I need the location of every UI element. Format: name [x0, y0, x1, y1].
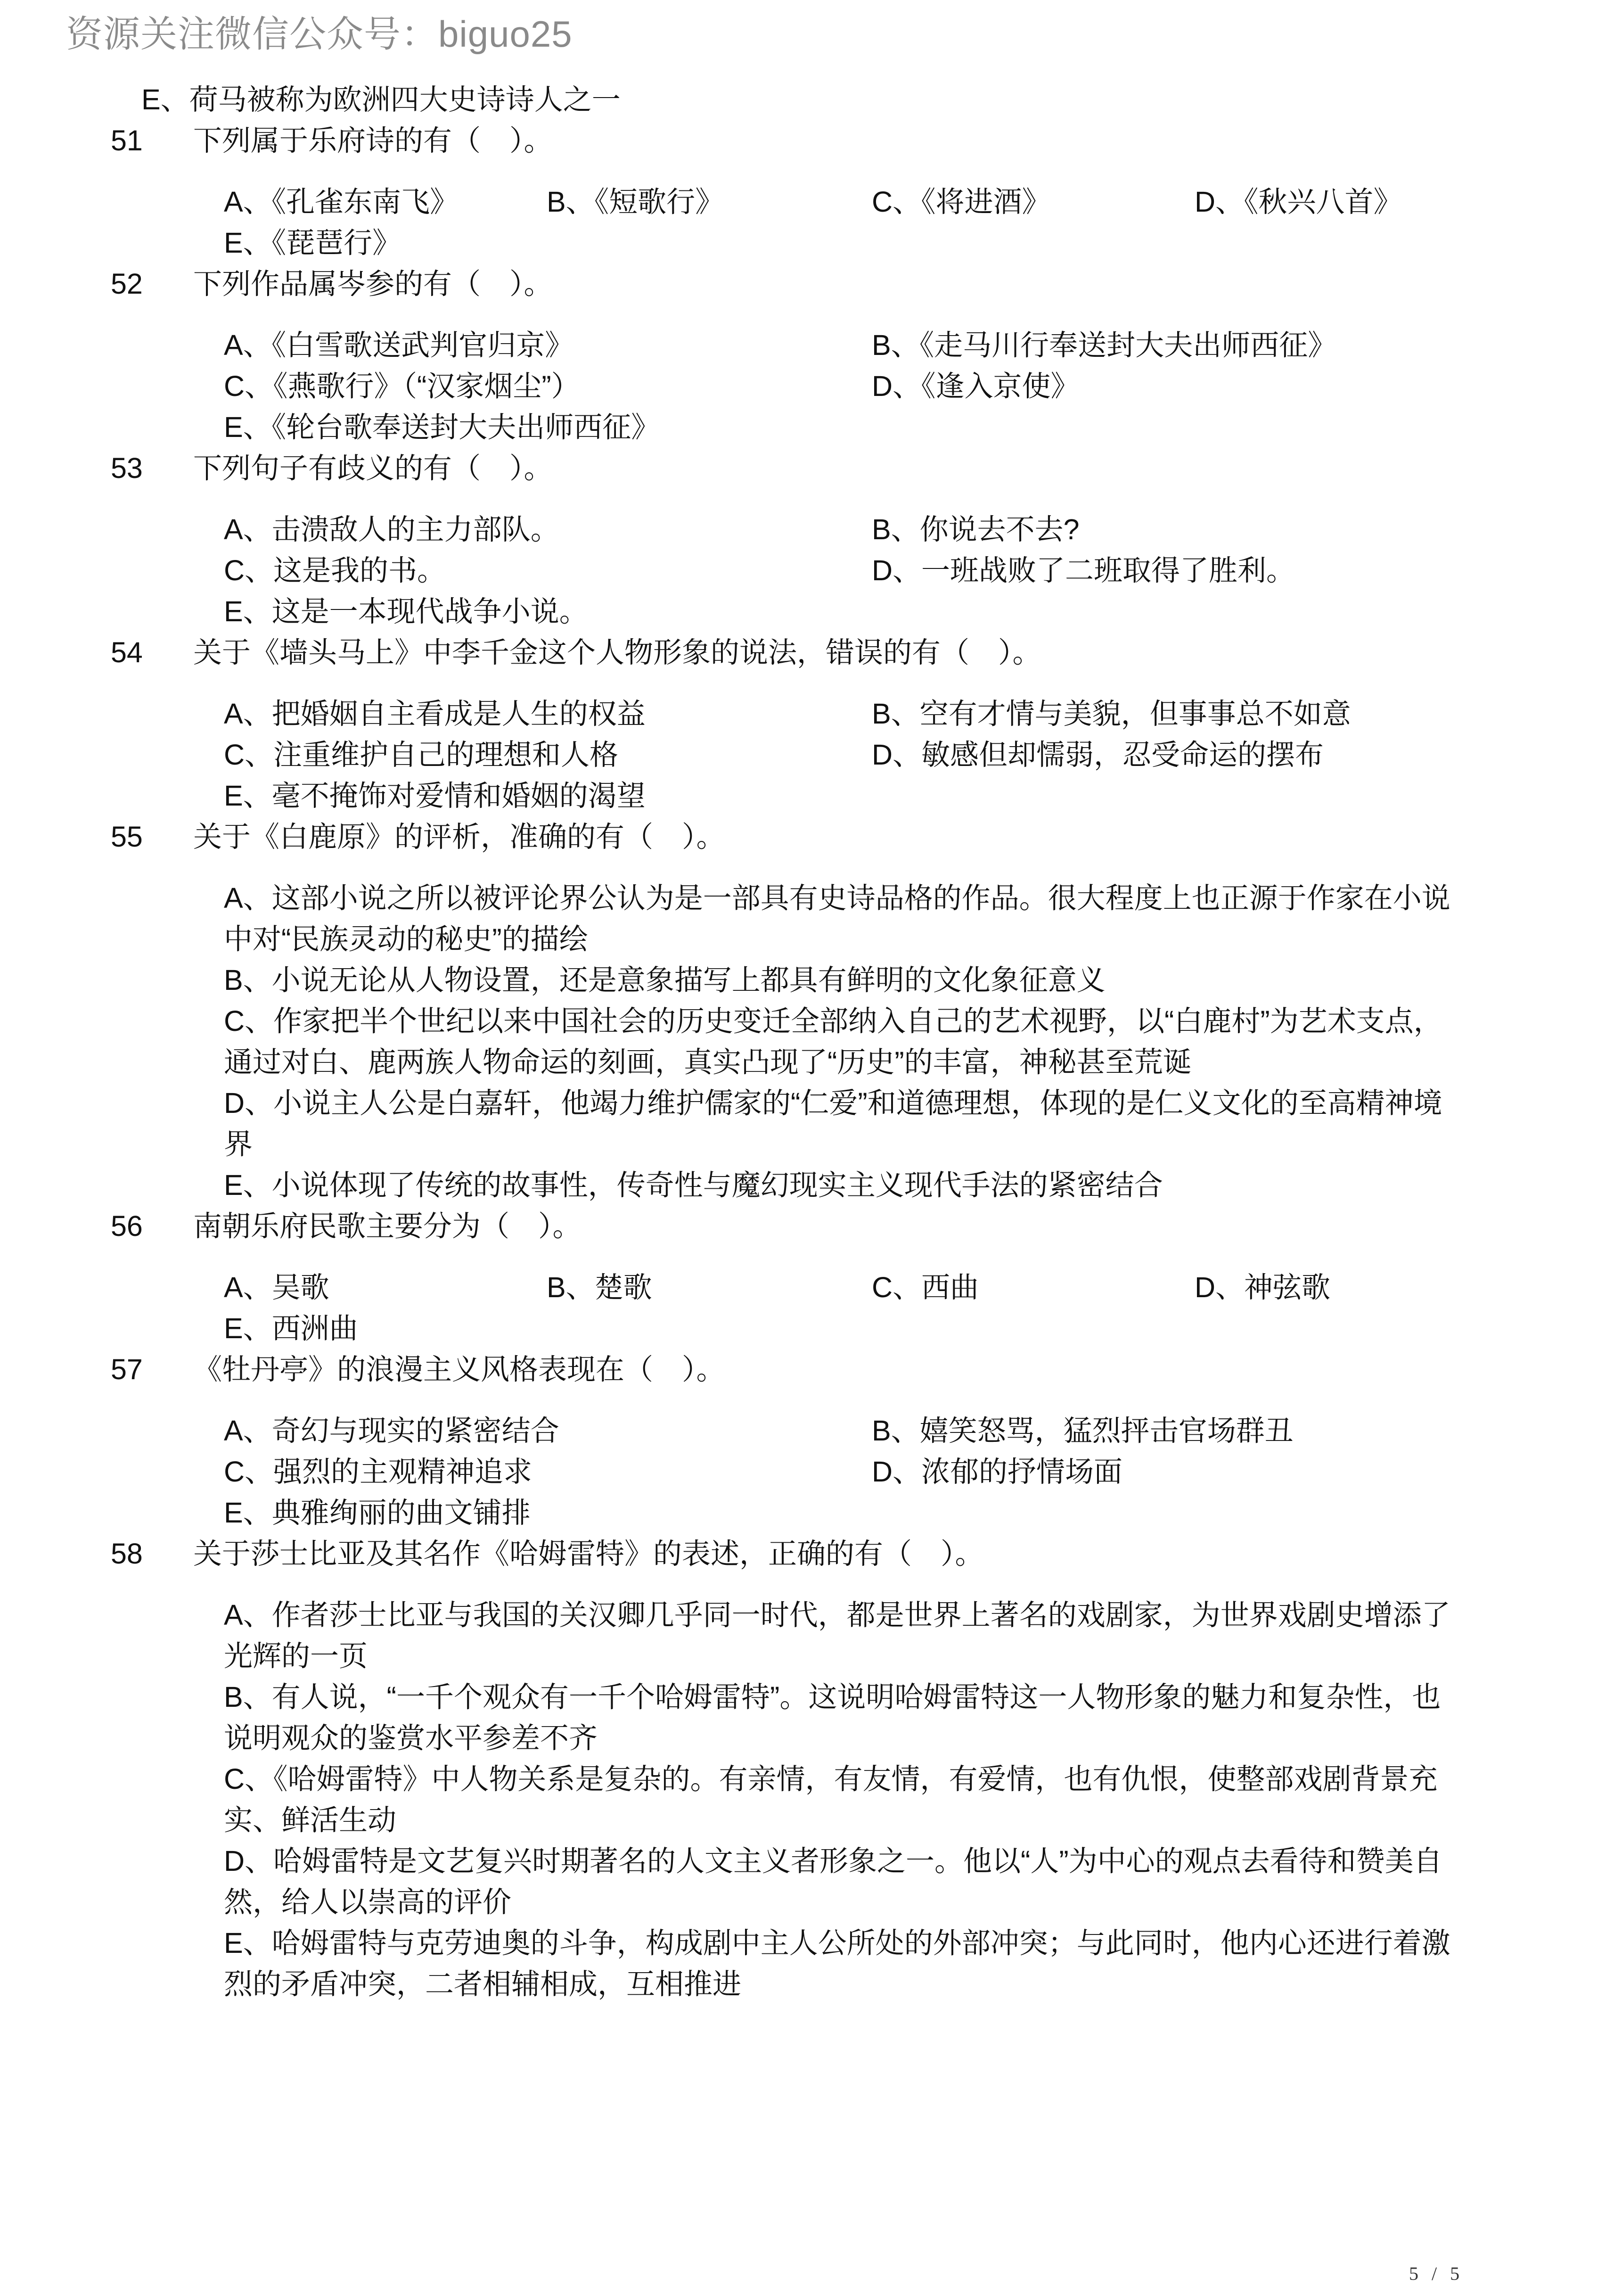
question-header [0, 816, 1622, 857]
question-55 [0, 816, 1622, 1206]
option-a[interactable]: A、作者莎士比亚与我国的关汉卿几乎同一时代，都是世界上著名的戏剧家，为世界戏剧史增添了光辉的一页 [224, 1599, 1450, 1672]
option-e[interactable]: E、这是一本现代战争小说。 [224, 595, 588, 627]
option-row [0, 1267, 1622, 1308]
option-e[interactable]: E、西洲曲 [224, 1312, 358, 1344]
option-c[interactable]: C、注重维护自己的理想和人格 [224, 739, 619, 771]
option-a[interactable]: A、把婚姻自主看成是人生的权益 [224, 698, 646, 730]
option-row [0, 591, 1622, 632]
question-52 [0, 263, 1622, 448]
question-text: 关于《墙头马上》中李千金这个人物形象的说法，错误的有（ ）。 [193, 636, 1041, 668]
option-b[interactable]: B、你说去不去? [872, 513, 1080, 545]
question-header [0, 1533, 1622, 1574]
option-row [0, 222, 1622, 263]
question-header [0, 263, 1622, 304]
option-row [0, 181, 1622, 222]
question-text: 关于《白鹿原》的评析，准确的有（ ）。 [193, 821, 725, 853]
option-d[interactable]: D、神弦歌 [1195, 1271, 1331, 1303]
option-d[interactable]: D、一班战败了二班取得了胜利。 [872, 554, 1295, 586]
option-d[interactable]: D、小说主人公是白嘉轩，他竭力维护儒家的“仁爱”和道德理想，体现的是仁义文化的至高精神境界 [224, 1087, 1442, 1160]
option-c[interactable]: C、这是我的书。 [224, 554, 446, 586]
option-c[interactable]: C、西曲 [872, 1271, 979, 1303]
option-d[interactable]: D、哈姆雷特是文艺复兴时期著名的人文主义者形象之一。他以“人”为中心的观点去看待和赞美自然，给人以崇高的评价 [224, 1845, 1442, 1918]
question-text: 下列作品属岑参的有（ ）。 [193, 268, 553, 300]
option-c[interactable]: C、强烈的主观精神追求 [224, 1456, 532, 1488]
question-text: 南朝乐府民歌主要分为（ ）。 [193, 1210, 582, 1242]
question-number: 52 [111, 268, 143, 300]
option-b[interactable]: B、《短歌行》 [547, 186, 724, 218]
option-d[interactable]: D、浓郁的抒情场面 [872, 1456, 1123, 1488]
option-row [0, 550, 1622, 591]
option-row [0, 693, 1622, 734]
question-number: 58 [111, 1538, 143, 1570]
question-number: 51 [111, 124, 143, 156]
option-row [0, 1451, 1622, 1492]
option-row [0, 775, 1622, 816]
option-row [0, 1410, 1622, 1451]
question-header [0, 1349, 1622, 1390]
option-a[interactable]: A、吴歌 [224, 1271, 329, 1303]
question-text: 下列属于乐府诗的有（ ）。 [193, 124, 553, 156]
question-header [0, 120, 1622, 161]
option-a[interactable]: A、《白雪歌送武判官归京》 [224, 329, 574, 361]
option-c[interactable]: C、《哈姆雷特》中人物关系是复杂的。有亲情，有友情，有爱情，也有仇恨，使整部戏剧背景充实、鲜活生动 [224, 1763, 1438, 1836]
option-a[interactable]: A、这部小说之所以被评论界公认为是一部具有史诗品格的作品。很大程度上也正源于作家在小说中对“民族灵动的秘史”的描绘 [224, 882, 1450, 955]
option-row [0, 1308, 1622, 1349]
question-57 [0, 1349, 1622, 1533]
option-b[interactable]: B、《走马川行奉送封大夫出师西征》 [872, 329, 1337, 361]
option-row [0, 325, 1622, 366]
question-header [0, 448, 1622, 489]
option-e[interactable]: E、小说体现了传统的故事性，传奇性与魔幻现实主义现代手法的紧密结合 [224, 1169, 1163, 1201]
option-b[interactable]: B、空有才情与美貌，但事事总不如意 [872, 698, 1351, 730]
question-58 [0, 1533, 1622, 2005]
option-c[interactable]: C、《将进酒》 [872, 186, 1051, 218]
option-e[interactable]: E、《轮台歌奉送封大夫出师西征》 [224, 411, 660, 443]
option-row [0, 1492, 1622, 1533]
question-header [0, 1206, 1622, 1247]
option-row [0, 734, 1622, 775]
option-d[interactable]: D、《逢入京使》 [872, 370, 1080, 402]
option-a[interactable]: A、《孔雀东南飞》 [224, 186, 459, 218]
option-e[interactable]: E、典雅绚丽的曲文铺排 [224, 1497, 531, 1529]
option-b[interactable]: B、嬉笑怒骂，猛烈抨击官场群丑 [872, 1415, 1294, 1447]
question-number: 56 [111, 1210, 143, 1242]
question-number: 55 [111, 821, 143, 853]
option-e[interactable]: E、毫不掩饰对爱情和婚姻的渴望 [224, 780, 646, 812]
question-header [0, 632, 1622, 673]
option-c[interactable]: C、《燕歌行》（“汉家烟尘”） [224, 370, 580, 402]
option-row [0, 509, 1622, 550]
option-a[interactable]: A、击溃敌人的主力部队。 [224, 513, 559, 545]
option-e[interactable]: E、哈姆雷特与克劳迪奥的斗争，构成剧中主人公所处的外部冲突；与此同时，他内心还进行着激烈的矛盾冲突，二者相辅相成，互相推进 [224, 1927, 1450, 2000]
option-row [0, 407, 1622, 448]
carryover-option [0, 79, 1622, 120]
document-body [0, 79, 1622, 2005]
question-56 [0, 1206, 1622, 1349]
question-text: 下列句子有歧义的有（ ）。 [193, 452, 553, 484]
option-b[interactable]: B、小说无论从人物设置，还是意象描写上都具有鲜明的文化象征意义 [224, 964, 1106, 996]
question-54 [0, 632, 1622, 816]
question-number: 57 [111, 1353, 143, 1385]
question-text: 《牡丹亭》的浪漫主义风格表现在（ ）。 [193, 1353, 725, 1385]
question-51 [0, 120, 1622, 263]
page-number: 5 / 5 [1409, 2263, 1460, 2284]
question-text: 关于莎士比亚及其名作《哈姆雷特》的表述，正确的有（ ）。 [193, 1538, 984, 1570]
option-b[interactable]: B、楚歌 [547, 1271, 652, 1303]
option-e[interactable]: E、《琵琶行》 [224, 227, 401, 259]
option-b[interactable]: B、有人说，“一千个观众有一千个哈姆雷特”。这说明哈姆雷特这一人物形象的魅力和复杂性，也说明观众的鉴赏水平参差不齐 [224, 1681, 1441, 1754]
option-a[interactable]: A、奇幻与现实的紧密结合 [224, 1415, 559, 1447]
watermark-text: 资源关注微信公众号：biguo25 [66, 13, 573, 55]
option-c[interactable]: C、作家把半个世纪以来中国社会的历史变迁全部纳入自己的艺术视野，以“白鹿村”为艺术支点，通过对白、鹿两族人物命运的刻画，真实凸现了“历史”的丰富，神秘甚至荒诞 [224, 1005, 1442, 1078]
question-53 [0, 448, 1622, 632]
option-row [0, 366, 1622, 407]
option-d[interactable]: D、《秋兴八首》 [1195, 186, 1402, 218]
question-number: 54 [111, 636, 143, 668]
option-text: E、荷马被称为欧洲四大史诗诗人之一 [141, 83, 621, 115]
question-number: 53 [111, 452, 143, 484]
option-d[interactable]: D、敏感但却懦弱，忍受命运的摆布 [872, 739, 1324, 771]
